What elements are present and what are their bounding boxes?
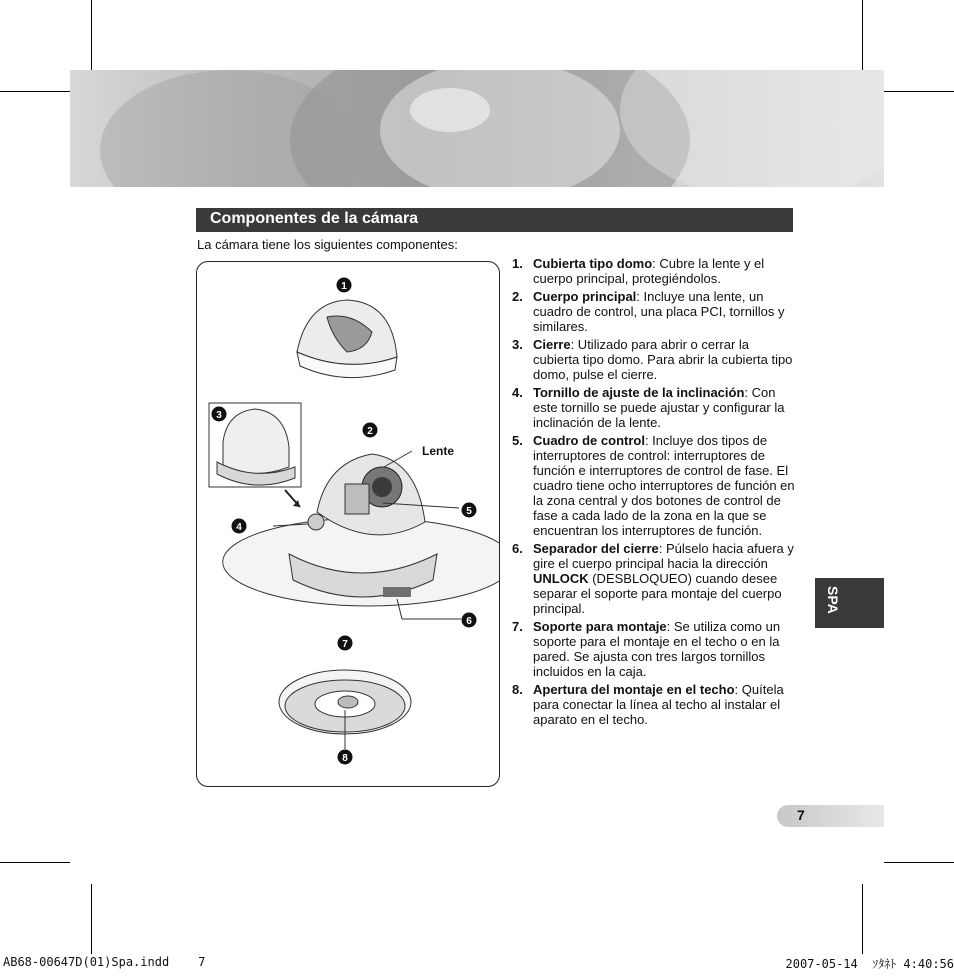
crop-mark [91,884,92,954]
list-item: 2. Cuerpo principal: Incluye una lente, un cuadro de control, una placa PCI, tornillos y similares. [512,289,785,334]
language-tab: SPA [815,578,884,628]
list-item: 7. Soporte para montaje: Se utiliza como un soporte para el montaje en el techo o en la pared. Se ajusta con tres largos tornillos incluidos en la caja. [512,619,781,679]
list-item: 5. Cuadro de control: Incluye dos tipos de interruptores de control: interruptores de función e interruptores de control de fase. El cuadro tiene ocho interruptores de función en la zona central y dos botones de control de fase a cada lado de la zona en la que se encuentran los interruptores de función. [512,433,795,538]
footer-filename: AB68-00647D(01)Spa.indd 7 [3,955,206,969]
list-item: 4. Tornillo de ajuste de la inclinación: Con este tornillo se puede ajustar y configurar la inclinación de la lente. [512,385,785,430]
dome-cover-illustration [297,300,397,378]
crop-mark [862,884,863,954]
svg-text:7: 7 [342,639,348,650]
callout-2 [363,423,378,438]
callout-3 [212,407,227,422]
callout-6 [462,613,477,628]
footer-timestamp: 2007-05-14 ｿﾀﾈﾄ 4:40:56 [785,957,954,971]
lens-label: Lente [422,444,455,458]
page-number: 7 [797,807,805,823]
callout-8 [338,750,353,765]
svg-text:1: 1 [341,281,347,292]
callout-5 [462,503,477,518]
header-banner-image [70,70,884,187]
intro-text: La cámara tiene los siguientes componentes: [197,237,458,252]
svg-text:8: 8 [342,753,348,764]
section-header [196,208,793,232]
list-item: 6. Separador del cierre: Púlselo hacia afuera y gire el cuerpo principal hacia la dirección UNLOCK (DESBLOQUEO) cuando desee separar el soporte para montaje del cuerpo principal. [512,541,794,616]
callout-1 [337,278,352,293]
page-number-tab [777,805,884,827]
svg-text:5: 5 [466,506,472,517]
crop-mark [884,862,954,863]
callout-4 [232,519,247,534]
svg-text:6: 6 [466,616,472,627]
list-item: 3. Cierre: Utilizado para abrir o cerrar la cubierta tipo domo. Para abrir la cubierta tipo domo, pulse el cierre. [512,337,793,382]
callout-7 [338,636,353,651]
list-item: 8. Apertura del montaje en el techo: Quítela para conectar la línea al techo al instalar el aparato en el techo. [512,682,784,727]
crop-mark [884,91,954,92]
svg-text:4: 4 [236,522,242,533]
components-list [512,256,796,730]
list-item: 1. Cubierta tipo domo: Cubre la lente y el cuerpo principal, protegiéndolos. [512,256,765,286]
crop-mark [0,91,70,92]
crop-mark [0,862,70,863]
svg-text:2: 2 [367,426,373,437]
section-title: Componentes de la cámara [210,210,419,227]
components-figure [196,261,500,787]
svg-text:3: 3 [216,410,222,421]
crop-mark [862,0,863,70]
crop-mark [91,0,92,70]
